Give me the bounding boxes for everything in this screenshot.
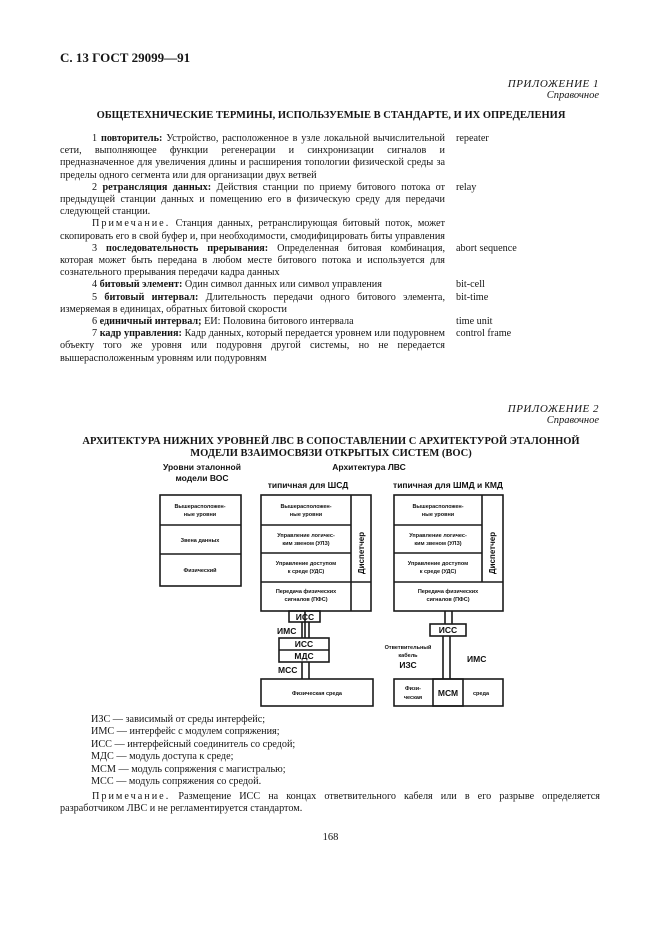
legend-item: МДС — модуль доступа к среде; [91, 751, 234, 763]
lan-title: Архитектура ЛВС [332, 462, 406, 472]
osi-layer-upper-2: ные уровни [183, 512, 217, 518]
term-name: кадр управления: [99, 328, 182, 340]
term-definition: Длительность передачи одного битового элемента, измеряемая в единицах, обратных битовой скорости [60, 291, 445, 315]
term-english: relay [456, 181, 477, 193]
col2-medium-short: среда [472, 691, 490, 697]
col1-mac-2: к среде (УДС) [287, 569, 325, 575]
term-num: 4 [92, 279, 98, 291]
legend-item: ИСС — интерфейсный соединитель со средой; [91, 738, 296, 750]
col1-mss-label: МСС [278, 665, 298, 675]
col1-mds-label: МДС [294, 651, 314, 661]
col2-phys-short-2: ческая [403, 695, 423, 701]
page-number: 168 [322, 832, 339, 843]
col1-ims-label: ИМС [277, 626, 297, 636]
legend-item: ИЗС — зависимый от среды интерфейс; [91, 714, 266, 725]
col1-llc: Управление логичес- [277, 533, 335, 539]
legend-item: ИМС — интерфейс с модулем сопряжения; [91, 726, 280, 738]
term-english: control frame [456, 328, 512, 340]
col2-ims-label: ИМС [467, 654, 487, 664]
col2-pls-2: сигналов (ПФС) [426, 597, 470, 603]
note-text: Станция данных, ретранслирующая битовый поток, может скопировать его в свой буфер и, при необходимости, смодифицировать биты управления [60, 218, 445, 242]
term-name: единичный интервал; [99, 316, 202, 328]
osi-layer-physical: Физический [183, 568, 217, 574]
col2-upper-2: ные уровни [421, 512, 455, 518]
col1-iss2-label: ИСС [294, 639, 314, 649]
term-english: bit-time [456, 291, 489, 303]
col2-branch-cable-label: Ответвительный [384, 645, 432, 651]
term-num: 2 [92, 181, 98, 193]
term-name: битовый элемент: [99, 279, 183, 291]
col2-llc: Управление логичес- [409, 533, 467, 539]
appendix2-type: Справочное [546, 415, 599, 426]
col2-mac: Управление доступом [407, 561, 469, 567]
col2-phys-short: Физи- [404, 686, 422, 692]
term-definition: Кадр данных, который передается уровнем или подуровнем объекту того же уровня или подуровня другой системы, но не передается вышерасположенным уровням или подуровням [60, 328, 445, 364]
appendix2-title-line2: МОДЕЛИ ВЗАИМОСВЯЗИ ОТКРЫТЫХ СИСТЕМ (ВОС) [190, 448, 472, 459]
osi-layer-datalink: Звена данных [180, 538, 220, 544]
col1-phys-label: Физическая среда [291, 691, 343, 697]
appendix2-title-line1: АРХИТЕКТУРА НИЖНИХ УРОВНЕЙ ЛВС В СОПОСТАВЛЕНИИ С АРХИТЕКТУРОЙ ЭТАЛОННОЙ [82, 436, 580, 447]
term-name: повторитель: [100, 133, 163, 144]
appendix1-label: ПРИЛОЖЕНИЕ 1 [507, 78, 599, 90]
osi-layer-upper: Вышерасположен- [174, 504, 226, 510]
term-english: abort sequence [456, 242, 517, 254]
col2-iss-label: ИСС [438, 625, 458, 635]
term-definition: Устройство, расположенное в узле локальной вычислительной сети, выполняющее функции регенерации и синхронизации сигналов и предназначенное для увеличения длины и расширения топологии физической среды за пределы одного сегмента или для организации двух ветвей [60, 133, 446, 181]
col1-pls-2: сигналов (ПФС) [284, 597, 328, 603]
term-english: bit-cell [456, 279, 485, 291]
term-definition: ЕИ: Половина битового интервала [204, 316, 354, 328]
term-definition: Один символ данных или символ управления [184, 279, 382, 291]
term-english: time unit [456, 316, 493, 328]
term-name: ретрансляция данных: [102, 181, 212, 193]
col2-mac-2: к среде (УДС) [419, 569, 457, 575]
term-name: битовый интервал: [104, 291, 199, 303]
col1-llc-2: ким звеном (УЛЗ) [282, 541, 330, 547]
col2-llc-2: ким звеном (УЛЗ) [414, 541, 462, 547]
term-num: 3 [92, 242, 98, 254]
col1-pls: Передача физических [275, 589, 337, 595]
term-name: последовательность прерывания: [105, 242, 269, 254]
term-definition: Определенная битовая комбинация, которая может быть передана в любом месте битового потока и используется для сознательного прерывания передачи кадра данных [60, 242, 446, 279]
col2-pls: Передача физических [417, 589, 479, 595]
term-english: repeater [456, 133, 489, 144]
osi-title-line2: модели ВОС [175, 473, 229, 483]
term-num: 5 [92, 291, 98, 303]
note-label: Примечание. [92, 791, 171, 802]
abbreviation-legend [91, 714, 295, 788]
legend-item: МСМ — модуль сопряжения с магистралью; [91, 763, 286, 775]
term-definition: Действия станции по приему битового потока от предыдущей станции данных и помещению его в физическую среду для передачи следующей станции. [60, 181, 446, 218]
col1-mac: Управление доступом [275, 561, 337, 567]
col2-msm-label: МСМ [437, 688, 459, 698]
appendix1-title: ОБЩЕТЕХНИЧЕСКИЕ ТЕРМИНЫ, ИСПОЛЬЗУЕМЫЕ В СТАНДАРТЕ, И ИХ ОПРЕДЕЛЕНИЯ [96, 110, 566, 121]
note-text: Размещение ИСС на концах ответвительного кабеля или в его разрыве определяется разработчиком ЛВС и не регламентируется стандартом. [60, 791, 600, 815]
term-num: 7 [92, 328, 98, 340]
legend-item: МСС — модуль сопряжения со средой. [91, 776, 262, 788]
col2-branch-cable-label-2: кабель [398, 653, 418, 659]
col2-title: типичная для ШМД и КМД [393, 480, 503, 490]
term-num: 1 [92, 133, 98, 144]
col1-title: типичная для ШСД [267, 480, 349, 490]
term-num: 6 [92, 316, 98, 328]
appendix1-type: Справочное [546, 90, 599, 101]
appendix2-label: ПРИЛОЖЕНИЕ 2 [507, 403, 599, 415]
col2-upper: Вышерасположен- [412, 504, 464, 510]
col1-iss-label: ИСС [295, 612, 315, 622]
col1-dispatcher: Диспетчер [357, 531, 366, 575]
col1-upper-2: ные уровни [289, 512, 323, 518]
page-header: С. 13 ГОСТ 29099—91 [60, 50, 191, 65]
appendix2-note [60, 791, 600, 816]
note-label: Примечание. [92, 218, 171, 230]
col2-izs-label: ИЗС [399, 660, 417, 670]
col1-upper: Вышерасположен- [280, 504, 332, 510]
osi-title-line1: Уровни эталонной [163, 462, 241, 472]
col2-dispatcher: Диспетчер [488, 531, 497, 575]
